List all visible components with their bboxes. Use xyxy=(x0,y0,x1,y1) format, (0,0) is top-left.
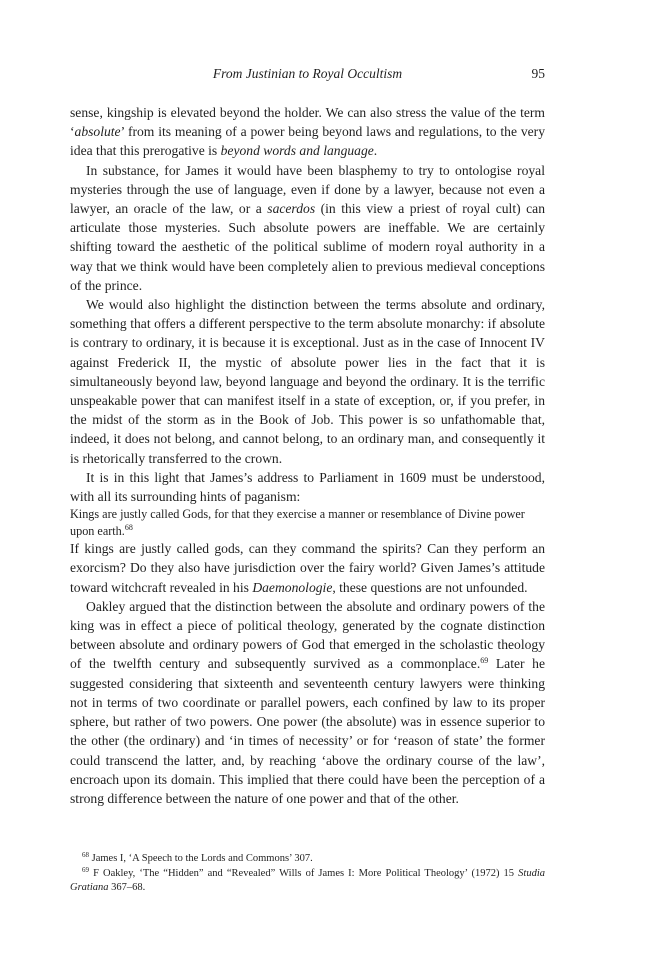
paragraph-4: It is in this light that James’s address to Parliament in 1609 must be understood, with all its surrounding hints of paganism: xyxy=(70,469,545,505)
block-quote xyxy=(70,506,545,539)
text-run: In substance, for James it would have been blasphemy to try to ontologise royal mysteries through the use of language, even if done by a lawyer, because not even a lawyer, an oracle of the law, or a xyxy=(70,162,545,217)
paragraph-5 xyxy=(70,539,545,597)
paragraph-2 xyxy=(70,161,545,295)
footnote-number: 69 xyxy=(82,865,89,874)
quote-text: Kings are justly called Gods, for that they exercise a manner or resemblance of Divine power upon earth. xyxy=(70,507,525,538)
footnote-ref-68[interactable]: 68 xyxy=(124,522,133,532)
text-run: . xyxy=(373,143,378,159)
emphasis: absolute xyxy=(74,124,121,140)
body-text xyxy=(70,103,545,808)
text-run: (in this view a priest of royal cult) can articulate those mysteries. Such absolute powers are ineffable. We are certainly shifting toward the aesthetic of the political sublime of modern royal authority in a way that we think would have been completely alien to previous medieval conceptions of the prince. xyxy=(70,201,546,293)
footnotes xyxy=(70,852,545,896)
paragraph-3: We would also highlight the distinction between the terms absolute and ordinary, something that offers a different perspective to the term absolute monarchy: if absolute is contrary to ordinary, it is because it is exceptional. Just as in the case of Innocent IV against Frederick II, the mystic of absolute power lies in the fact that it is simultaneously beyond law, beyond language and beyond the ordinary. It is the terrific unspeakable power that can manifest itself in a state of exception, or, if you prefer, in the midst of the storm as in the Book of Job. This power is so unfathomable that, indeed, it does not belong, and cannot belong, to an ordinary man, and consequently it is rhetorically transferred to the crown. xyxy=(70,297,545,466)
page-number: 95 xyxy=(531,66,545,81)
footnote-69 xyxy=(70,867,545,896)
footnote-68 xyxy=(70,852,545,867)
text-run: If kings are justly called gods, can they command the spirits? Can they perform an exorcism? Do they also have jurisdiction over the fairy world? Given James’s attitude toward witchcraft revealed in his xyxy=(70,541,545,595)
text-run: , these questions are not unfounded. xyxy=(332,579,528,595)
running-head xyxy=(70,66,545,86)
footnote-text: James I, ‘A Speech to the Lords and Commons’ 307. xyxy=(89,853,313,864)
emphasis: Daemonologie xyxy=(252,579,333,595)
footnote-text: 367–68. xyxy=(108,882,146,894)
emphasis: beyond words and language xyxy=(220,143,374,159)
emphasis: sacerdos xyxy=(267,201,316,217)
paragraph-6 xyxy=(70,597,545,808)
text-run: sense, kingship is elevated beyond the holder. We can also stress the value of the term ‘ xyxy=(70,105,545,140)
running-title: From Justinian to Royal Occultism xyxy=(212,66,403,81)
paragraph-1 xyxy=(70,103,545,161)
footnote-number: 68 xyxy=(82,851,89,859)
text-run: Oakley argued that the distinction between the absolute and ordinary powers of the king was in effect a piece of political theology, generated by the cognate distinction between absolute and ordinary powers of God that emerged in the scholastic theology of the twelfth century and subsequently survived as a commonplace. xyxy=(70,598,545,672)
footnote-text: F Oakley, ‘The “Hidden” and “Revealed” Wills of James I: More Political Theology’ (1972) 15 xyxy=(89,867,519,879)
journal-title: Studia Gratiana xyxy=(70,867,545,894)
text-run: Later he suggested considering that sixteenth and seventeenth century lawyers were thinking not in terms of two coordinate or parallel powers, each confined by law to its proper sphere, but rather of two powers. One power (the absolute) was in essence superior to the other (the ordinary) and ‘in times of necessity’ or for ‘reason of state’ the former could transcend the latter, and, by reaching ‘above the ordinary course of the law’, encroach upon its domain. This implied that there could have been the perception of a strong difference between the nature of one power and that of the other. xyxy=(70,656,545,806)
text-run: ’ from its meaning of a power being beyond laws and regulations, to the very idea that this prerogative is xyxy=(70,124,545,159)
footnote-ref-69[interactable]: 69 xyxy=(480,656,489,666)
